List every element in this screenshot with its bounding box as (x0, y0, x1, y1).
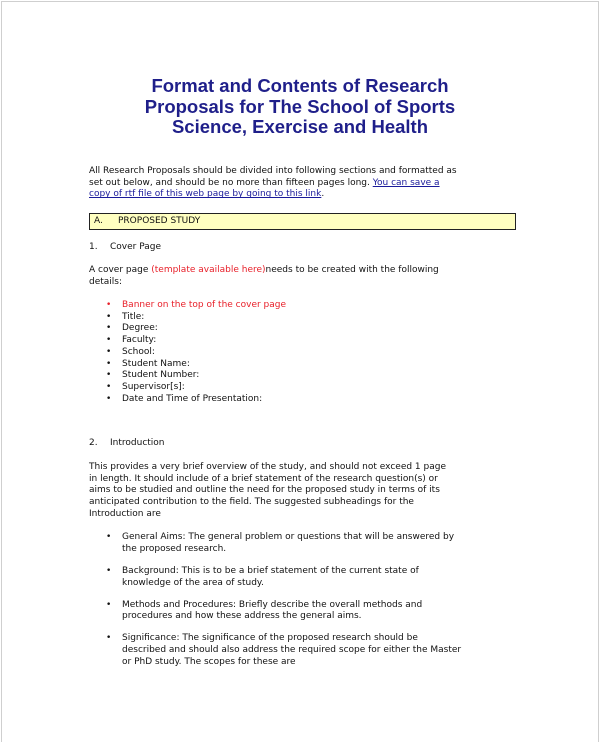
list-item-text: Degree: (122, 323, 158, 334)
list-item-text: Student Number: (122, 370, 200, 381)
list-item-text: Banner on the top of the cover page (122, 300, 287, 310)
bullet-icon: • (106, 381, 112, 392)
cover-text: A cover page (89, 265, 152, 275)
bullet-icon: • (106, 311, 112, 322)
list-item-text: Title: (122, 311, 145, 322)
list-item (89, 394, 529, 406)
section-header-proposed-study (89, 213, 516, 230)
cover-text-end: needs to be created with the following details: (89, 265, 439, 287)
list-item-text: Methods and Procedures: Briefly describe the overall methods and procedures and how these address the general aims. (122, 599, 423, 622)
list-item-text: General Aims: The general problem or questions that will be answered by the proposed research. (122, 532, 455, 554)
cover-paragraph (89, 265, 529, 288)
list-item-text: Faculty: (122, 335, 157, 346)
list-item-text: Supervisor[s]: (122, 381, 185, 392)
list-item (89, 359, 529, 371)
intro-paragraph (89, 166, 529, 201)
list-item (89, 323, 529, 335)
introduction-subheadings-list (89, 532, 549, 679)
list-item (89, 312, 529, 324)
bullet-icon: • (106, 300, 112, 310)
list-item (89, 600, 549, 623)
bullet-icon: • (106, 335, 112, 346)
heading-cover-page (89, 242, 161, 252)
bullet-icon: • (106, 565, 112, 576)
list-item (89, 633, 549, 668)
bullet-icon: • (106, 532, 112, 542)
list-item-text: Background: This is to be a brief statement of the current state of knowledge of the area of study. (122, 565, 419, 588)
intro-text: All Research Proposals should be divided into following sections and formatted as set out below, and should be no more than fifteen pages long. (89, 166, 457, 188)
list-item (89, 566, 549, 589)
list-item (89, 335, 529, 347)
document-title: Format and Contents of Research Proposals for The School of Sports Science, Exercise and Health (144, 75, 456, 137)
list-item-text: Student Name: (122, 358, 190, 369)
intro-end: . (321, 189, 325, 200)
list-item (89, 532, 549, 555)
bullet-icon: • (106, 358, 112, 369)
introduction-paragraph: This provides a very brief overview of the study, and should not exceed 1 page in length. It should include of a brief statement of the research question(s) or aims to be studied and outline the need for the proposed study in terms of its anticipated contribution to the field. The suggested subheadings for the Introduction are (89, 462, 446, 519)
list-item (89, 370, 529, 382)
heading-number: 1. (89, 242, 98, 252)
list-item-text: Date and Time of Presentation: (122, 393, 263, 404)
heading-number: 2. (89, 438, 98, 448)
bullet-icon: • (106, 599, 112, 610)
section-label: PROPOSED STUDY (118, 216, 201, 226)
heading-label: Cover Page (110, 242, 162, 252)
list-item (89, 347, 529, 359)
list-item (89, 300, 529, 312)
bullet-icon: • (106, 346, 112, 357)
heading-label: Introduction (110, 438, 165, 448)
list-item-text: School: (122, 346, 155, 357)
list-item (89, 382, 529, 394)
cover-details-list (89, 300, 529, 405)
bullet-icon: • (106, 633, 112, 644)
bullet-icon: • (106, 370, 112, 381)
section-number: A. (94, 216, 103, 226)
bullet-icon: • (106, 393, 112, 404)
template-link[interactable]: (template available here) (151, 265, 266, 275)
rtf-copy-link[interactable]: You can save a copy of rtf file of this web page by going to this link (89, 177, 440, 200)
bullet-icon: • (106, 323, 112, 334)
list-item-text: Significance: The significance of the proposed research should be described and should also address the required scope for either the Master or PhD study. The scopes for these are (122, 633, 462, 667)
heading-introduction (89, 438, 165, 448)
